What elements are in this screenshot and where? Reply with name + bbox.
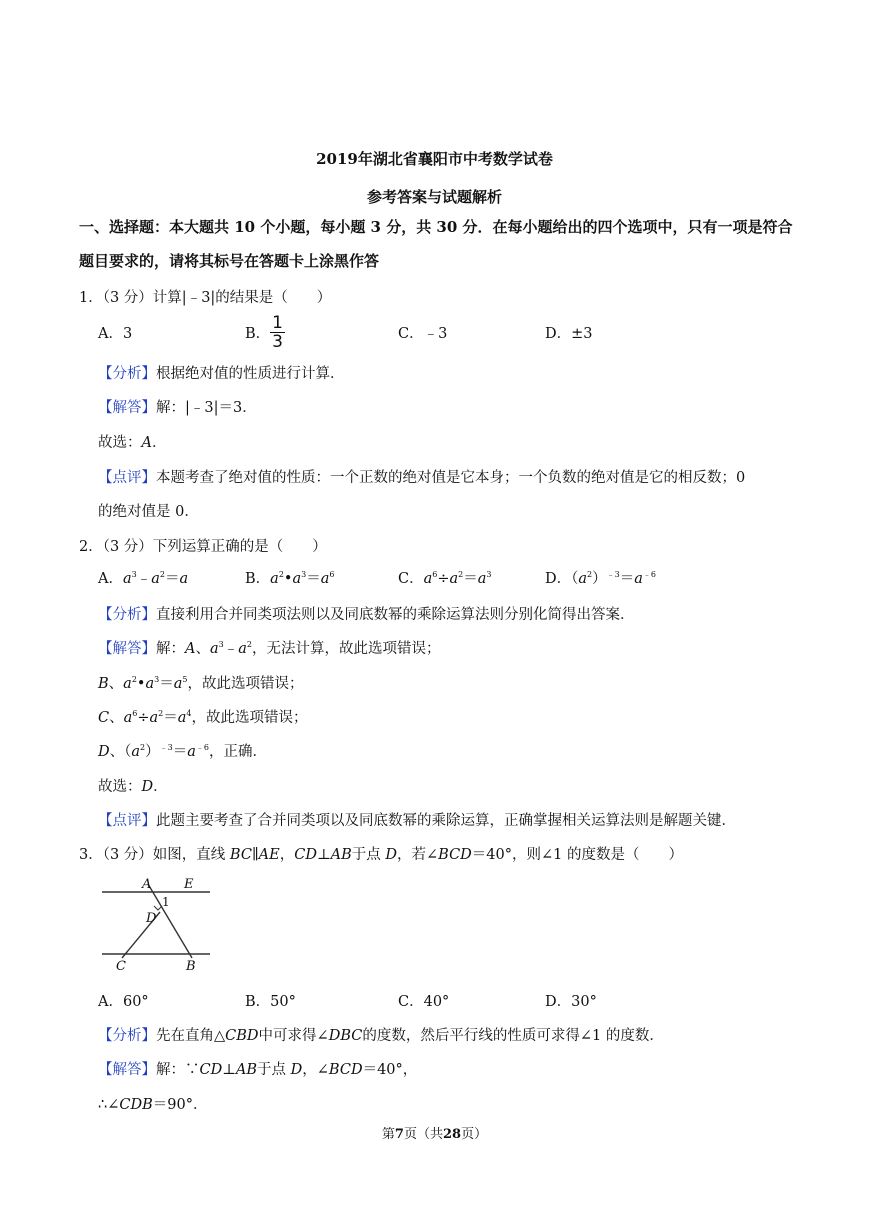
q3-answer: 【解答】解：∵CD⊥AB于点 D，∠BCD＝40°， — [98, 1062, 418, 1078]
q2-option-a: A．$a^3﹣a^2=a$ — [98, 570, 189, 587]
q3-option-c: C．40° — [398, 994, 450, 1010]
q3-option-b: B．50° — [245, 994, 296, 1010]
q2-option-d: D．$(a^2)^{﹣3}=a^{﹣6}$ — [545, 570, 656, 587]
section-heading-line2: 题目要求的，请将其标号在答题卡上涂黑作答 — [79, 252, 380, 270]
label-angle-1: 1 — [162, 895, 170, 909]
label-e: E — [184, 877, 194, 892]
q2-options — [98, 567, 798, 589]
label-d: D — [146, 911, 157, 926]
q1-analysis: 【分析】根据绝对值的性质进行计算． — [98, 366, 345, 382]
label-a: A — [142, 877, 152, 892]
q2-choice: 故选：D． — [98, 779, 168, 795]
q3-options — [98, 990, 798, 1012]
q1-comment-cont: 的绝对值是 0． — [98, 504, 199, 520]
q2-step-d: D、$(a^2)^{﹣3}=a^{﹣6}$，正确． — [98, 743, 267, 760]
q1-option-b: B． $\frac{1}{3}$ — [245, 313, 283, 352]
q2-option-c: C．$a^6\div a^2=a^3$ — [398, 570, 492, 587]
q1-option-a: A．3 — [98, 326, 133, 342]
q1-stem: 1．（3 分）计算|﹣3|的结果是（ ） — [79, 290, 332, 306]
label-c: C — [116, 959, 126, 974]
section-heading-line1: 一、选择题：本大题共 10 个小题，每小题 3 分，共 30 分．在每小题给出的四个选项中，只有一项是符合 — [79, 218, 793, 236]
q3-geometry-figure — [98, 874, 218, 974]
q1-answer: 【解答】解：|﹣3|＝3． — [98, 400, 257, 416]
q1-comment: 【点评】本题考查了绝对值的性质：一个正数的绝对值是它本身；一个负数的绝对值是它的相反数；0 — [98, 470, 746, 486]
q3-option-a: A．60° — [98, 994, 149, 1010]
q1-choice: 故选：A． — [98, 435, 167, 451]
page-footer: 第7页（共28页） — [381, 1127, 488, 1142]
doc-title: 2019年湖北省襄阳市中考数学试卷 — [316, 150, 553, 168]
q3-option-d: D．30° — [545, 994, 597, 1010]
q1-option-c: C．﹣3 — [398, 326, 448, 342]
q3-stem: 3．（3 分）如图，直线 BC∥AE，CD⊥AB于点 D，若∠BCD＝40°，则∠1 的度数是（ ） — [79, 847, 683, 863]
doc-subtitle: 参考答案与试题解析 — [366, 188, 502, 206]
label-b: B — [186, 959, 196, 974]
q2-option-b: B．$a^2•a^3=a^6$ — [245, 570, 335, 587]
q3-analysis: 【分析】先在直角△CBD中可求得∠DBC的度数，然后平行线的性质可求得∠1 的度数． — [98, 1028, 664, 1044]
q2-analysis: 【分析】直接利用合并同类项法则以及同底数幂的乘除运算法则分别化简得出答案． — [98, 607, 635, 623]
q1-option-d: D．±3 — [545, 326, 593, 342]
q2-step-b: B、$a^2•a^3=a^5$，故此选项错误； — [98, 675, 304, 692]
right-angle-mark — [154, 906, 162, 910]
fraction: $\frac{1}{3}$ — [272, 313, 283, 352]
q2-answer: 【解答】解：A、$a^3﹣a^2$，无法计算，故此选项错误； — [98, 640, 441, 657]
q1-options — [98, 314, 798, 354]
q3-therefore: ∴∠CDB＝90°． — [98, 1097, 208, 1113]
q2-stem: 2．（3 分）下列运算正确的是（ ） — [79, 539, 327, 555]
q2-comment: 【点评】此题主要考查了合并同类项以及同底数幂的乘除运算，正确掌握相关运算法则是解题关键． — [98, 813, 736, 829]
q2-step-c: C、$a^6\div a^2=a^4$，故此选项错误； — [98, 709, 308, 726]
